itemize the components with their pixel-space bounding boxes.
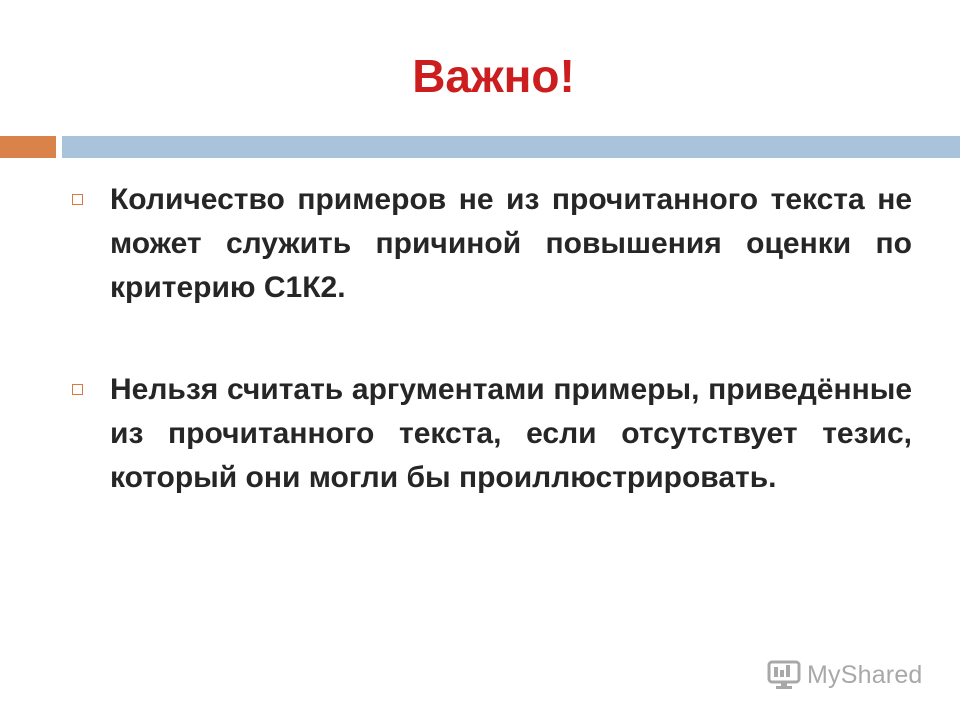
mysharedlogo-icon xyxy=(767,660,801,690)
bullet-text: Количество примеров не из прочитанного текста не может служить причиной повышения оценки по критерию С1К2. xyxy=(110,183,912,304)
bullet-item xyxy=(70,368,912,500)
slide-title: Важно! xyxy=(412,50,575,102)
watermark xyxy=(767,658,923,692)
title-rule-main xyxy=(62,136,960,158)
watermark-text: MyShared xyxy=(807,660,923,689)
bullet-item xyxy=(70,178,912,310)
square-bullet-icon xyxy=(72,194,83,205)
square-bullet-icon xyxy=(72,384,83,395)
bullet-list xyxy=(70,178,912,558)
title-rule-accent xyxy=(0,136,56,158)
bullet-text: Нельзя считать аргументами примеры, приведённые из прочитанного текста, если отсутствует тезис, который они могли бы проиллюстрировать. xyxy=(110,373,912,494)
